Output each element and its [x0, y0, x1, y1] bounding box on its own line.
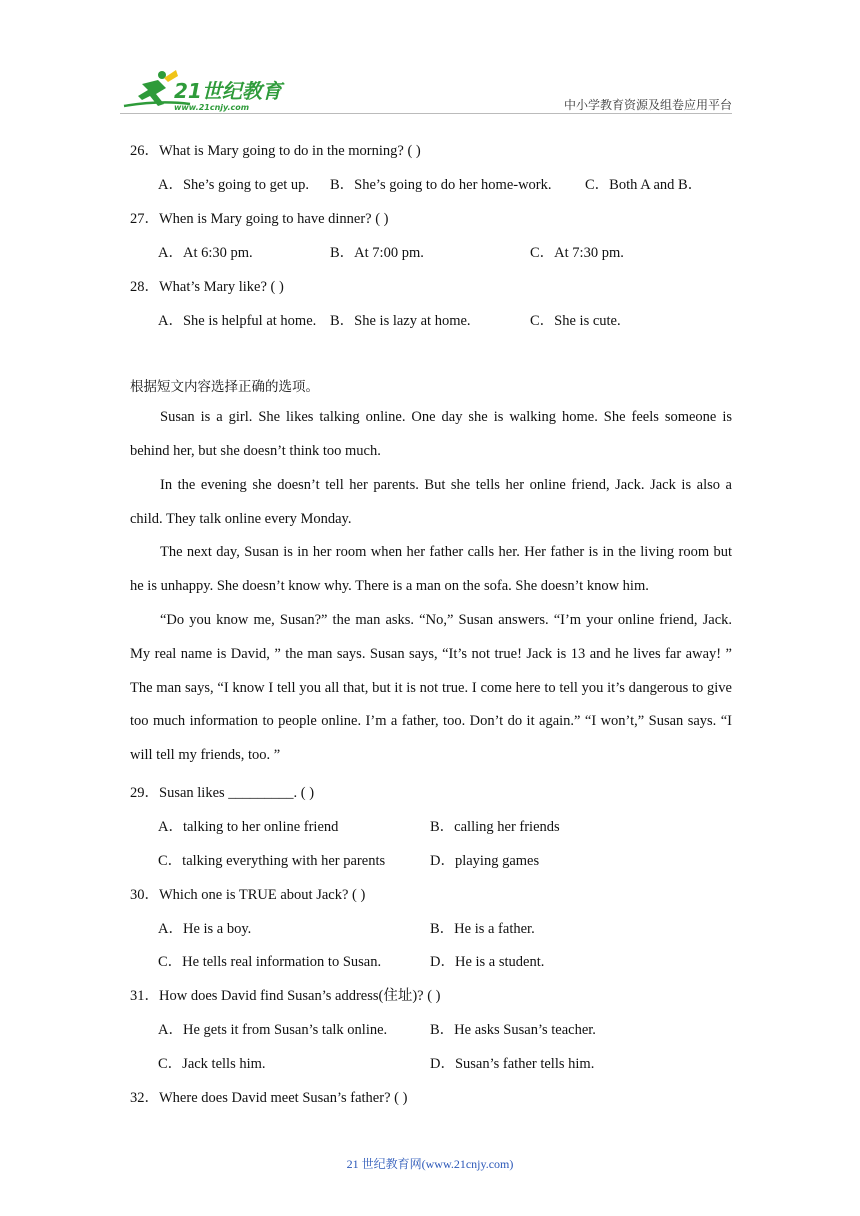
question-30-stem: 30．Which one is TRUE about Jack? ( ): [130, 887, 366, 903]
question-32-stem: 32．Where does David meet Susan’s father? ( ): [130, 1090, 408, 1106]
passage-text-1: Susan is a girl. She likes talking online. One day she is walking home. She feels someone is behind her, but she doesn’t think too much.: [130, 409, 732, 459]
question-27-stem: 27．When is Mary going to have dinner? ( ): [130, 211, 389, 227]
question-28-stem: 28．What’s Mary like? ( ): [130, 279, 284, 295]
question-30-option-a: A．He is a boy.: [158, 921, 252, 937]
question-26-option-c: C．Both A and B．: [585, 177, 703, 193]
question-31-option-d: D．Susan’s father tells him.: [430, 1056, 595, 1072]
passage-paragraph-2: [130, 469, 732, 537]
question-29-option-a: A．talking to her online friend: [158, 819, 339, 835]
page-header: [120, 66, 732, 116]
passage-paragraph-4: [130, 604, 732, 773]
page-footer: 21 世纪教育网(www.21cnjy.com): [346, 1157, 514, 1171]
question-29-option-c: C．talking everything with her parents: [158, 853, 386, 869]
question-31-option-c: C．Jack tells him.: [158, 1056, 266, 1072]
passage-paragraph-3: [130, 536, 732, 604]
question-26-option-a: A．She’s going to get up.: [158, 177, 310, 193]
question-29-option-d: D．playing games: [430, 853, 540, 869]
passage-text-4: “Do you know me, Susan?” the man asks. “No,” Susan answers. “I’m your online friend, Jack. My real name is David, ” the man says. Susan says, “It’s not true! Jack is 13 and he lives far away! ” The man says, “I know I tell you all that, but it is not true. I come here to tell you it’s dangerous to give too much information to people online. I’m a father, too. Don’t do it again.” “I won’t,” Susan says. “I will tell my friends, too. ”: [130, 612, 732, 764]
question-28-option-a: A．She is helpful at home.: [158, 313, 317, 329]
header-divider: [120, 113, 732, 114]
passage-paragraph-1: [130, 401, 732, 469]
svg-text:21世纪教育: 21世纪教育: [174, 79, 282, 103]
passage-text-3: The next day, Susan is in her room when her father calls her. Her father is in the living room but he is unhappy. She doesn’t know why. There is a man on the sofa. She doesn’t know him.: [130, 544, 732, 594]
question-30-option-c: C．He tells real information to Susan.: [158, 954, 382, 970]
question-26-option-b: B．She’s going to do her home-work.: [330, 177, 552, 193]
question-29-option-b: B．calling her friends: [430, 819, 560, 835]
question-30-option-d: D．He is a student.: [430, 954, 545, 970]
question-31-option-a: A．He gets it from Susan’s talk online.: [158, 1022, 388, 1038]
question-27-option-a: A．At 6:30 pm.: [158, 245, 253, 261]
question-30-option-b: B．He is a father.: [430, 921, 535, 937]
svg-text:www.21cnjy.com: www.21cnjy.com: [174, 103, 250, 112]
question-27-option-c: C．At 7:30 pm.: [530, 245, 624, 261]
question-26-stem: 26．What is Mary going to do in the morning? ( ): [130, 143, 421, 159]
passage-text-2: In the evening she doesn’t tell her parents. But she tells her online friend, Jack. Jack is also a child. They talk online every Monday.: [130, 477, 732, 527]
question-27-option-b: B．At 7:00 pm.: [330, 245, 424, 261]
question-28-option-c: C．She is cute.: [530, 313, 621, 329]
site-logo: [120, 66, 290, 116]
question-31-option-b: B．He asks Susan’s teacher.: [430, 1022, 596, 1038]
header-right-text: 中小学教育资源及组卷应用平台: [563, 98, 732, 112]
question-29-stem: 29．Susan likes _________. ( ): [130, 785, 315, 801]
question-28-option-b: B．She is lazy at home.: [330, 313, 471, 329]
section-title: 根据短文内容选择正确的选项。: [130, 379, 319, 395]
question-31-stem: 31．How does David find Susan’s address(住址)? ( ): [130, 988, 441, 1004]
